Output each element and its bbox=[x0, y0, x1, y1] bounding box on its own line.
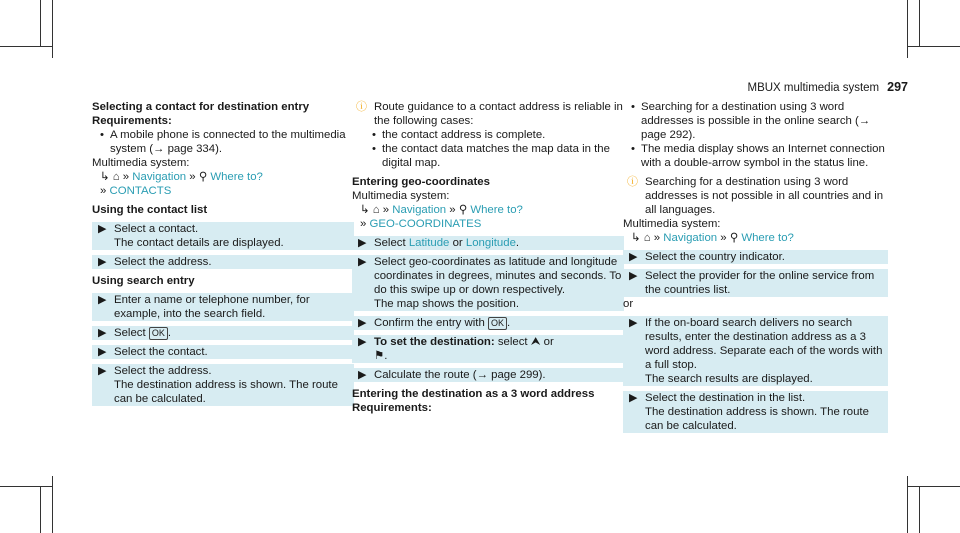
section-heading: Selecting a contact for destination entry bbox=[92, 101, 310, 113]
section-heading: Entering the destination as a 3 word address bbox=[352, 388, 595, 400]
chevron-icon: » bbox=[382, 204, 390, 216]
step-result: The destination address is shown. The route can be calculated. bbox=[645, 406, 869, 432]
step-text: Select the address. bbox=[114, 256, 212, 268]
step: ▶ Select OK . bbox=[92, 326, 354, 340]
step: ▶ To set the destination: select ⮝ or ⚑. bbox=[352, 335, 624, 363]
step-arrow-icon: ▶ bbox=[358, 369, 367, 381]
navigation-arrow-icon: ⮝ bbox=[530, 336, 541, 348]
menu-path bbox=[623, 231, 888, 245]
info-icon: ⓘ bbox=[356, 101, 367, 113]
crop-mark bbox=[907, 476, 908, 533]
crop-mark bbox=[40, 486, 41, 533]
step-arrow-icon: ▶ bbox=[358, 317, 367, 329]
info-icon: ⓘ bbox=[627, 176, 638, 188]
menu-path bbox=[352, 203, 624, 231]
path-navigation: Navigation bbox=[392, 204, 447, 216]
step bbox=[92, 293, 354, 321]
return-arrow-icon: ↳ bbox=[360, 204, 370, 216]
step-arrow-icon: ▶ bbox=[98, 365, 107, 377]
multimedia-label: Multimedia system: bbox=[623, 218, 721, 230]
crop-mark bbox=[907, 46, 960, 47]
search-icon: ⚲ bbox=[198, 171, 208, 183]
step-arrow-icon: ▶ bbox=[98, 327, 107, 339]
crop-mark bbox=[52, 476, 53, 533]
chevron-icon: » bbox=[653, 232, 661, 244]
chevron-icon: » bbox=[360, 218, 367, 230]
step-text: or bbox=[543, 336, 554, 348]
chevron-icon: » bbox=[449, 204, 456, 216]
path-navigation: Navigation bbox=[663, 232, 718, 244]
chevron-icon: » bbox=[189, 171, 196, 183]
header-title: MBUX multimedia system bbox=[747, 82, 880, 94]
step-text: select bbox=[497, 336, 528, 348]
ok-key-icon: OK bbox=[488, 317, 507, 330]
or-label: or bbox=[623, 298, 634, 310]
step bbox=[92, 255, 354, 269]
path-where-to: Where to? bbox=[470, 204, 523, 216]
path-where-to: Where to? bbox=[741, 232, 794, 244]
crop-mark bbox=[907, 0, 908, 58]
step-label: To set the destination: bbox=[374, 336, 495, 348]
step-arrow-icon: ▶ bbox=[629, 317, 638, 329]
chevron-icon: » bbox=[122, 171, 130, 183]
step-arrow-icon: ▶ bbox=[358, 336, 367, 348]
crop-mark bbox=[52, 0, 53, 58]
page-number: 297 bbox=[887, 80, 908, 94]
crop-mark bbox=[40, 0, 41, 47]
search-icon: ⚲ bbox=[729, 232, 739, 244]
section-heading: Entering geo-coordinates bbox=[352, 176, 490, 188]
step-text: Select geo-coordinates as latitude and longitude coordinates in degrees, minutes and seconds. To do this swipe up or down respectively. bbox=[374, 256, 622, 296]
step-text: If the on-board search delivers no search results, enter the destination address as a 3 word address. Separate each of the words with a full stop. bbox=[645, 317, 883, 371]
note bbox=[352, 100, 624, 128]
step-arrow-icon: ▶ bbox=[629, 251, 638, 263]
path-where-to: Where to? bbox=[210, 171, 263, 183]
step bbox=[623, 269, 888, 297]
return-arrow-icon: ↳ bbox=[100, 171, 110, 183]
chevron-icon: » bbox=[100, 185, 107, 197]
section-heading: Using the contact list bbox=[92, 204, 208, 216]
multimedia-label: Multimedia system: bbox=[92, 157, 190, 169]
step-text: Select the country indicator. bbox=[645, 251, 785, 263]
crop-mark bbox=[919, 0, 920, 47]
step-result: The contact details are displayed. bbox=[114, 237, 284, 249]
requirement-item: • The media display shows an Internet connection with a double-arrow symbol in the status line. bbox=[623, 142, 888, 170]
step-text: Select bbox=[114, 327, 146, 339]
step-text: Select the address. bbox=[114, 365, 212, 377]
home-icon: ⌂ bbox=[372, 204, 380, 216]
destination-flag-icon: ⚑ bbox=[374, 350, 385, 362]
step bbox=[352, 368, 624, 382]
step: ▶ Confirm the entry with OK . bbox=[352, 316, 624, 330]
step-result: The search results are displayed. bbox=[645, 373, 813, 385]
search-icon: ⚲ bbox=[458, 204, 468, 216]
step-text: Confirm the entry with bbox=[374, 317, 485, 329]
step-arrow-icon: ▶ bbox=[98, 346, 107, 358]
step-arrow-icon: ▶ bbox=[629, 392, 638, 404]
note bbox=[623, 175, 888, 217]
step-text: Select a contact. bbox=[114, 223, 199, 235]
step-arrow-icon: ▶ bbox=[629, 270, 638, 282]
step-arrow-icon: ▶ bbox=[98, 223, 107, 235]
step-arrow-icon: ▶ bbox=[358, 256, 367, 268]
note-text: Route guidance to a contact address is reliable in the following cases: bbox=[374, 101, 623, 127]
step bbox=[92, 364, 354, 406]
step-arrow-icon: ▶ bbox=[358, 237, 367, 249]
crop-mark bbox=[0, 486, 53, 487]
chevron-icon: » bbox=[720, 232, 727, 244]
step-arrow-icon: ▶ bbox=[98, 294, 107, 306]
step: ▶ Select Latitude or Longitude. bbox=[352, 236, 624, 250]
step-text: Select the destination in the list. bbox=[645, 392, 806, 404]
step-text: Select the provider for the online service from the countries list. bbox=[645, 270, 875, 296]
crop-mark bbox=[0, 46, 53, 47]
requirements-heading: Requirements: bbox=[352, 402, 432, 414]
ok-key-icon: OK bbox=[149, 327, 168, 340]
return-arrow-icon: ↳ bbox=[631, 232, 641, 244]
menu-path bbox=[92, 170, 354, 198]
crop-mark bbox=[919, 486, 920, 533]
step bbox=[92, 222, 354, 250]
multimedia-label: Multimedia system: bbox=[352, 190, 450, 202]
requirement-item: • Searching for a destination using 3 word addresses is possible in the online search (→ page 292). bbox=[623, 100, 888, 142]
step bbox=[352, 255, 624, 311]
list-item: • the contact data matches the map data in the digital map. bbox=[364, 142, 624, 170]
step-text: Enter a name or telephone number, for example, into the search field. bbox=[114, 294, 310, 320]
column-1 bbox=[92, 100, 354, 406]
column-2 bbox=[352, 100, 624, 415]
note-text: Searching for a destination using 3 word addresses is not possible in all countries and in all languages. bbox=[645, 176, 884, 216]
list-item: • the contact address is complete. bbox=[364, 128, 624, 142]
requirements-heading: Requirements: bbox=[92, 115, 172, 127]
step-result: The destination address is shown. The route can be calculated. bbox=[114, 379, 338, 405]
step bbox=[623, 250, 888, 264]
step bbox=[92, 345, 354, 359]
home-icon: ⌂ bbox=[643, 232, 651, 244]
step bbox=[623, 391, 888, 433]
step-text: or bbox=[452, 237, 463, 249]
path-contacts: CONTACTS bbox=[109, 185, 172, 197]
home-icon: ⌂ bbox=[112, 171, 120, 183]
requirement-item: • A mobile phone is connected to the multimedia system (→ page 334). bbox=[92, 128, 354, 156]
crop-mark bbox=[907, 486, 960, 487]
page-header bbox=[748, 80, 909, 95]
step-text: Calculate the route (→ page 299). bbox=[374, 369, 546, 381]
column-3 bbox=[623, 100, 888, 433]
option-latitude: Latitude bbox=[408, 237, 450, 249]
step bbox=[623, 316, 888, 386]
option-longitude: Longitude bbox=[465, 237, 516, 249]
step-text: Select the contact. bbox=[114, 346, 208, 358]
path-geo-coordinates: GEO-COORDINATES bbox=[369, 218, 482, 230]
step-text: Select bbox=[374, 237, 406, 249]
step-arrow-icon: ▶ bbox=[98, 256, 107, 268]
step-result: The map shows the position. bbox=[374, 298, 519, 310]
section-heading: Using search entry bbox=[92, 275, 195, 287]
path-navigation: Navigation bbox=[132, 171, 187, 183]
